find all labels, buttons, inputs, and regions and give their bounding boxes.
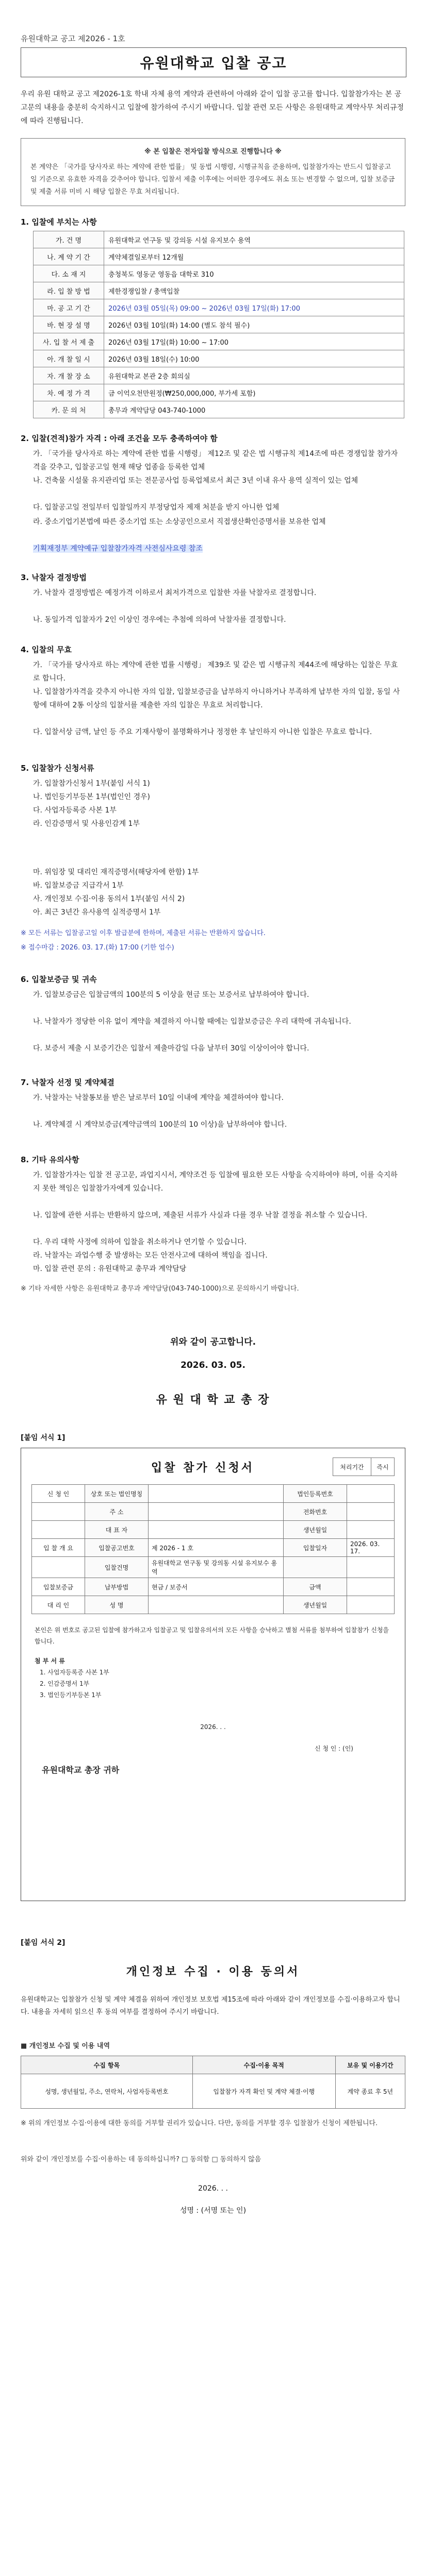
form-field-value[interactable]	[347, 1503, 395, 1521]
s6-item: 가. 입찰보증금은 입찰금액의 100분의 5 이상을 현금 또는 보증서로 납부하여야 합니다.	[33, 991, 309, 999]
form-row	[32, 1557, 395, 1578]
s2-item: 다. 입찰공고일 전일부터 입찰일까지 부정당업자 제재 처분을 받지 아니한 업체	[33, 503, 280, 512]
info-row	[34, 265, 404, 282]
info-key: 가. 건 명	[34, 231, 104, 248]
s5-extra-item: 사. 개인정보 수집·이용 동의서 1부(붙임 서식 2)	[33, 895, 185, 903]
form2-signer: 성명 : (서명 또는 인)	[179, 2207, 247, 2215]
title-box	[21, 47, 406, 77]
section-2-heading: 2. 입찰(견적)참가 자격 : 아래 조건을 모두 충족하여야 함	[21, 434, 218, 443]
form-field-label: 금액	[284, 1578, 347, 1596]
form-section-label	[32, 1503, 85, 1521]
info-key: 사. 입 찰 서 제 출	[34, 333, 104, 350]
processing-period-box	[333, 1458, 395, 1476]
form-field-label: 전화번호	[284, 1503, 347, 1521]
info-key: 마. 공 고 기 간	[34, 299, 104, 316]
form-field-value[interactable]	[149, 1596, 284, 1614]
section-6-heading: 6. 입찰보증금 및 귀속	[21, 975, 97, 984]
info-key: 차. 예 정 가 격	[34, 384, 104, 401]
s5-deadline: ※ 접수마감 : 2026. 03. 17.(화) 17:00 (기한 엄수)	[21, 944, 174, 952]
section-1-heading: 1. 입찰에 부치는 사항	[21, 217, 97, 227]
info-key: 카. 문 의 처	[34, 401, 104, 418]
form-field-label: 생년월일	[284, 1596, 347, 1614]
s8-item: 라. 낙찰자는 과업수행 중 발생하는 모든 안전사고에 대하여 책임을 집니다.	[33, 1251, 268, 1260]
consent-cell: 입찰참가 자격 확인 및 계약 체결·이행	[192, 2074, 335, 2109]
notice-box	[21, 138, 405, 206]
s2-item: 가. 「국가를 당사자로 하는 계약에 관한 법률 시행령」 제12조 및 같은 법 시행규칙 제14조에 따른 경쟁입찰 참가자격을 갖추고, 입찰공고일 현재 해당 업종을 등록한 업체	[33, 450, 398, 471]
s5-extra-item: 마. 위임장 및 대리인 재직증명서(해당자에 한함) 1부	[33, 868, 199, 876]
s8-contact: ※ 기타 자세한 사항은 유원대학교 총무과 계약담당(043-740-1000)으로 문의하시기 바랍니다.	[21, 1285, 299, 1293]
regulation-link[interactable]: 기획재정부 계약예규 입찰참가자격 사전심사요령 참조	[33, 545, 203, 553]
info-key: 바. 현 장 설 명	[34, 316, 104, 333]
form-section-label	[32, 1521, 85, 1539]
info-row	[34, 384, 404, 401]
notice-number: 유원대학교 공고 제2026 - 1호	[21, 34, 125, 43]
s8-item: 다. 우리 대학 사정에 의하여 입찰을 취소하거나 연기할 수 있습니다.	[33, 1238, 247, 1246]
s8-item: 가. 입찰참가자는 입찰 전 공고문, 과업지시서, 계약조건 등 입찰에 필요한 모든 사항을 숙지하여야 하며, 이를 숙지하지 못한 책임은 입찰참가자에게 있습니다.	[33, 1171, 398, 1193]
form-field-value[interactable]: 2026. 03. 17.	[347, 1539, 395, 1557]
info-value: 계약체결일로부터 12개월	[104, 248, 404, 265]
info-key: 나. 계 약 기 간	[34, 248, 104, 265]
form-field-value[interactable]	[149, 1485, 284, 1503]
form-section-label: 입찰보증금	[32, 1578, 85, 1596]
section-4-heading: 4. 입찰의 무효	[21, 645, 72, 654]
s2-link-wrap	[33, 542, 404, 555]
info-key: 아. 개 찰 일 시	[34, 350, 104, 367]
contract-info-table	[33, 231, 404, 418]
info-value: 유원대학교 연구동 및 강의동 시설 유지보수 용역	[104, 231, 404, 248]
s5-extra-item: 바. 입찰보증금 지급각서 1부	[33, 882, 124, 890]
form-row	[32, 1596, 395, 1614]
closing-signature: 유 원 대 학 교 총 장	[156, 1394, 270, 1406]
form1-date: 2026. . .	[200, 1723, 226, 1731]
agree-question[interactable]: 위와 같이 개인정보를 수집·이용하는 데 동의하십니까? □ 동의함 □ 동의하지 않음	[21, 2156, 261, 2163]
info-row	[34, 231, 404, 248]
form-field-label: 성 명	[85, 1596, 149, 1614]
form-field-value[interactable]: 유원대학교 연구동 및 강의동 시설 유지보수 용역	[149, 1557, 284, 1578]
info-row	[34, 367, 404, 384]
form-field-label: 납부방법	[85, 1578, 149, 1596]
form2-tag: [붙임 서식 2]	[21, 1939, 65, 1947]
form-section-label: 신 청 인	[32, 1485, 85, 1503]
s5-warning: ※ 모든 서류는 입찰공고일 이후 발급분에 한하며, 제출된 서류는 반환하지 않습니다.	[21, 929, 266, 937]
info-value: 총무과 계약담당 043-740-1000	[104, 401, 404, 418]
form-field-value[interactable]	[149, 1521, 284, 1539]
s7-item: 가. 낙찰자는 낙찰통보를 받은 날로부터 10일 이내에 계약을 체결하여야 합니다.	[33, 1094, 284, 1102]
consent-header: 보유 및 이용기간	[335, 2056, 405, 2074]
s7-item: 나. 계약체결 시 계약보증금(계약금액의 100분의 10 이상)을 납부하여야 합니다.	[33, 1121, 287, 1129]
entry-application-form	[21, 1448, 405, 1901]
s8-item: 나. 입찰에 관한 서류는 반환하지 않으며, 제출된 서류가 사실과 다를 경우 낙찰 결정을 취소할 수 있습니다.	[33, 1211, 368, 1219]
attachments-title: 첨 부 서 류	[35, 1657, 65, 1665]
form-field-label: 생년월일	[284, 1521, 347, 1539]
info-value: 2026년 03월 05일(목) 09:00 ~ 2026년 03월 17일(화) 17:00	[104, 299, 404, 316]
form-row	[32, 1503, 395, 1521]
form2-title: 개인정보 수집 · 이용 동의서	[126, 1965, 300, 1978]
processing-period-label: 처리기간	[333, 1458, 371, 1476]
info-value: 2026년 03월 18일(수) 10:00	[104, 350, 404, 367]
form-field-value[interactable]	[347, 1596, 395, 1614]
info-value: 충청북도 영동군 영동읍 대학로 310	[104, 265, 404, 282]
info-row	[34, 333, 404, 350]
form-section-label: 입 찰 개 요	[32, 1539, 85, 1557]
section-5-heading: 5. 입찰참가 신청서류	[21, 764, 94, 773]
info-row	[34, 299, 404, 316]
form-section-label: 대 리 인	[32, 1596, 85, 1614]
info-key: 자. 개 찰 장 소	[34, 367, 104, 384]
info-value: 제한경쟁입찰 / 총액입찰	[104, 282, 404, 299]
consent-header: 수집 항목	[21, 2056, 193, 2074]
consent-table	[21, 2056, 405, 2109]
form1-body-text: 본인은 위 번호로 공고된 입찰에 참가하고자 입찰공고 및 입찰유의서의 모든 사항을 승낙하고 별첨 서류를 첨부하여 입찰참가 신청을 합니다.	[35, 1626, 389, 1645]
s4-item: 가. 「국가를 당사자로 하는 계약에 관한 법률 시행령」 제39조 및 같은 법 시행규칙 제44조에 해당하는 입찰은 무효로 합니다.	[33, 661, 398, 683]
info-row	[34, 350, 404, 367]
form2-table-title: ■ 개인정보 수집 및 이용 내역	[21, 2042, 110, 2050]
form-field-label: 입찰일자	[284, 1539, 347, 1557]
attachment-item: 2. 인감증명서 1부	[40, 1680, 90, 1687]
s2-item: 라. 중소기업기본법에 따른 중소기업 또는 소상공인으로서 직접생산확인증명서를 보유한 업체	[33, 518, 326, 526]
s2-item: 나. 건축물 시설물 유지관리업 또는 전문공사업 등록업체로서 최근 3년 이내 유사 용역 실적이 있는 업체	[33, 477, 358, 485]
notice-text: 본 계약은 「국가를 당사자로 하는 계약에 관한 법률」 및 동법 시행령, 시행규칙을 준용하며, 입찰참가자는 반드시 입찰공고일 기준으로 유효한 자격을 갖추어야 합니다. 입찰서 제출 이후에는 어떠한 경우에도 취소 또는 변경할 수 없으며, 입찰 보증금 및 제출 서류 미비 시 해당 입찰은 무효 처리됩니다.	[30, 163, 395, 196]
s3-item: 가. 낙찰자 결정방법은 예정가격 이하로서 최저가격으로 입찰한 자를 낙찰자로 결정합니다.	[33, 589, 317, 597]
form2-intro: 유원대학교는 입찰참가 신청 및 계약 체결을 위하여 개인정보 보호법 제15조에 따라 아래와 같이 개인정보를 수집·이용하고자 합니다. 내용을 자세히 읽으신 후 동의 여부를 결정하여 주시기 바랍니다.	[21, 1996, 400, 2016]
info-row	[34, 401, 404, 418]
processing-period-value: 즉시	[371, 1458, 394, 1476]
section-3-heading: 3. 낙찰자 결정방법	[21, 573, 87, 582]
closing-statement: 위와 같이 공고합니다.	[170, 1337, 256, 1347]
form-row	[32, 1485, 395, 1503]
intro-paragraph: 우리 유원 대학교 공고 제2026-1호 학내 자체 용역 계약과 관련하여 아래와 같이 입찰 공고를 합니다. 입찰참가자는 본 공고문의 내용을 충분히 숙지하시고 입찰에 참가하여 주시기 바랍니다. 입찰 관련 모든 사항은 유원대학교 계약사무 처리규정에 따라 진행됩니다.	[21, 90, 404, 125]
form-section-label	[32, 1557, 85, 1578]
form-field-value[interactable]	[347, 1521, 395, 1539]
s6-item: 다. 보증서 제출 시 보증기간은 입찰서 제출마감일 다음 날부터 30일 이상이어야 합니다.	[33, 1044, 309, 1053]
s8-item: 마. 입찰 관련 문의 : 유원대학교 총무과 계약담당	[33, 1265, 187, 1273]
form-field-label: 대 표 자	[85, 1521, 149, 1539]
section-7-heading: 7. 낙찰자 선정 및 계약체결	[21, 1078, 114, 1087]
info-value: 금 이억오천만원정(₩250,000,000, 부가세 포함)	[104, 384, 404, 401]
form-field-label	[284, 1557, 347, 1578]
consent-header: 수집·이용 목적	[192, 2056, 335, 2074]
s5-item: 나. 법인등기부등본 1부(법인인 경우)	[33, 793, 150, 801]
attachment-item: 1. 사업자등록증 사본 1부	[40, 1669, 109, 1676]
info-key: 다. 소 재 지	[34, 265, 104, 282]
info-value: 유원대학교 본관 2층 회의실	[104, 367, 404, 384]
attachment-item: 3. 법인등기부등본 1부	[40, 1691, 102, 1699]
s4-item: 다. 입찰서상 금액, 날인 등 주요 기재사항이 불명확하거나 정정한 후 날인하지 아니한 입찰은 무효로 합니다.	[33, 728, 372, 736]
info-value: 2026년 03월 17일(화) 10:00 ~ 17:00	[104, 333, 404, 350]
form-field-value[interactable]	[347, 1578, 395, 1596]
form-field-value[interactable]	[347, 1557, 395, 1578]
consent-cell: 계약 종료 후 5년	[335, 2074, 405, 2109]
section-8-heading: 8. 기타 유의사항	[21, 1155, 79, 1164]
refuse-notice: ※ 위의 개인정보 수집·이용에 대한 동의를 거부할 권리가 있습니다. 다만, 동의를 거부할 경우 입찰참가 신청이 제한됩니다.	[21, 2120, 378, 2127]
form1-tag: [붙임 서식 1]	[21, 1434, 65, 1442]
s3-item: 나. 동일가격 입찰자가 2인 이상인 경우에는 추첨에 의하여 낙찰자를 결정합니다.	[33, 616, 286, 624]
closing-date: 2026. 03. 05.	[181, 1360, 245, 1370]
form-field-value[interactable]: 제 2026 - 1 호	[149, 1539, 284, 1557]
form-field-label: 입찰건명	[85, 1557, 149, 1578]
info-row	[34, 248, 404, 265]
form-field-label: 주 소	[85, 1503, 149, 1521]
s5-item: 라. 인감증명서 및 사용인감계 1부	[33, 820, 140, 828]
form1-table	[31, 1484, 395, 1614]
s5-item: 가. 입찰참가신청서 1부(붙임 서식 1)	[33, 779, 150, 788]
info-key: 라. 입 찰 방 법	[34, 282, 104, 299]
form-field-label: 법인등록번호	[284, 1485, 347, 1503]
info-value: 2026년 03월 10일(화) 14:00 (별도 참석 필수)	[104, 316, 404, 333]
form1-recipient: 유원대학교 총장 귀하	[42, 1765, 120, 1775]
form-row	[32, 1539, 395, 1557]
form-field-label: 입찰공고번호	[85, 1539, 149, 1557]
form1-title: 입찰 참가 신청서	[151, 1461, 255, 1475]
info-row	[34, 282, 404, 299]
form1-signer: 신 청 인 : (인)	[314, 1745, 353, 1752]
form-field-value[interactable]: 현금 / 보증서	[149, 1578, 284, 1596]
form2-date: 2026. . .	[198, 2184, 228, 2193]
form-row	[32, 1521, 395, 1539]
info-row	[34, 316, 404, 333]
page-title: 유원대학교 입찰 공고	[140, 55, 287, 72]
s5-extra-item: 아. 최근 3년간 유사용역 실적증명서 1부	[33, 908, 161, 917]
form-field-label: 상호 또는 법인명칭	[85, 1485, 149, 1503]
form-field-value[interactable]	[149, 1503, 284, 1521]
consent-cell: 성명, 생년월일, 주소, 연락처, 사업자등록번호	[21, 2074, 193, 2109]
form-field-value[interactable]	[347, 1485, 395, 1503]
s6-item: 나. 낙찰자가 정당한 이유 없이 계약을 체결하지 아니할 때에는 입찰보증금은 우리 대학에 귀속됩니다.	[33, 1018, 351, 1026]
s5-item: 다. 사업자등록증 사본 1부	[33, 806, 117, 815]
notice-title: ※ 본 입찰은 전자입찰 방식으로 진행합니다 ※	[144, 148, 282, 156]
form-row	[32, 1578, 395, 1596]
s4-item: 나. 입찰참가자격을 갖추지 아니한 자의 입찰, 입찰보증금을 납부하지 아니하거나 부족하게 납부한 자의 입찰, 동일 사항에 대하여 2통 이상의 입찰서를 제출한 자의 입찰은 무효로 처리합니다.	[33, 688, 400, 709]
